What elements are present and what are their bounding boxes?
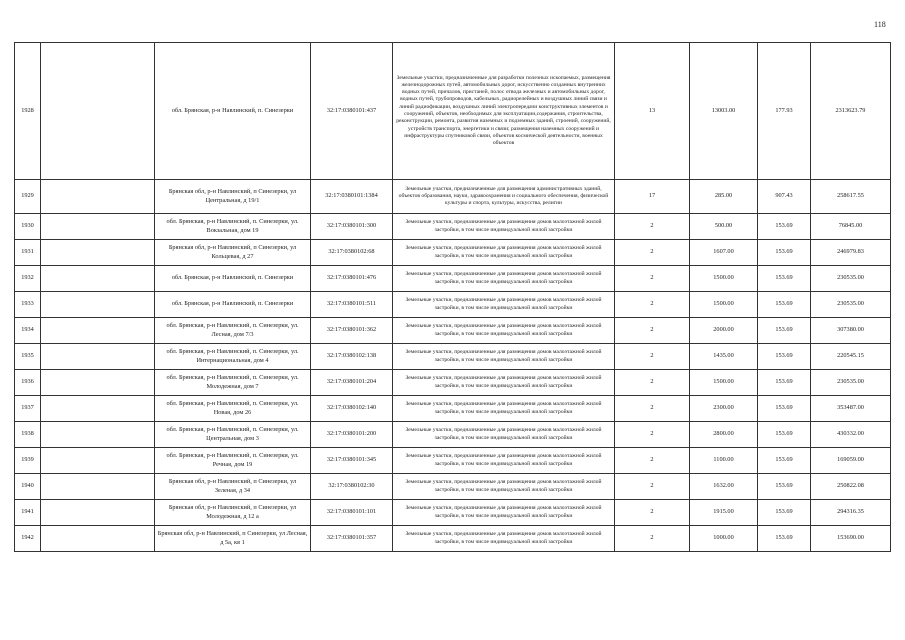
rate-cell: 177.93 xyxy=(758,43,811,180)
row-number-cell: 1928 xyxy=(15,43,41,180)
cadastral-number-cell: 32:17:0380101:476 xyxy=(311,266,393,292)
table-row xyxy=(15,180,891,214)
cadastral-value-cell: 258617.55 xyxy=(811,180,891,214)
row-number-cell: 1938 xyxy=(15,422,41,448)
spacer-cell xyxy=(41,180,155,214)
rate-cell: 153.69 xyxy=(758,214,811,240)
land-use-cell: Земельные участки, предназначенные для размещения домов малоэтажной жилой застройки, в том числе индивидуальной жилой застройки xyxy=(393,370,615,396)
land-use-cell: Земельные участки, предназначенные для размещения домов малоэтажной жилой застройки, в том числе индивидуальной жилой застройки xyxy=(393,344,615,370)
row-number-cell: 1929 xyxy=(15,180,41,214)
row-number-cell: 1930 xyxy=(15,214,41,240)
use-code-cell: 2 xyxy=(615,500,690,526)
area-cell: 13003.00 xyxy=(690,43,758,180)
use-code-cell: 2 xyxy=(615,240,690,266)
use-code-cell: 2 xyxy=(615,344,690,370)
cadastral-value-cell: 246979.83 xyxy=(811,240,891,266)
area-cell: 1100.00 xyxy=(690,448,758,474)
table-row xyxy=(15,422,891,448)
area-cell: 285.00 xyxy=(690,180,758,214)
cadastral-number-cell: 32:17:0380101:511 xyxy=(311,292,393,318)
spacer-cell xyxy=(41,240,155,266)
spacer-cell xyxy=(41,292,155,318)
land-use-cell: Земельные участки, предназначенные для размещения домов малоэтажной жилой застройки, в том числе индивидуальной жилой застройки xyxy=(393,292,615,318)
spacer-cell xyxy=(41,500,155,526)
use-code-cell: 2 xyxy=(615,318,690,344)
cadastral-number-cell: 32:17:0380102:138 xyxy=(311,344,393,370)
rate-cell: 153.69 xyxy=(758,318,811,344)
spacer-cell xyxy=(41,448,155,474)
table-row xyxy=(15,448,891,474)
address-cell: Брянская обл, р-н Навлинский, п Синезерки, ул Центральная, д 19/1 xyxy=(155,180,311,214)
land-use-cell: Земельные участки, предназначенные для размещения домов малоэтажной жилой застройки, в том числе индивидуальной жилой застройки xyxy=(393,396,615,422)
area-cell: 1632.00 xyxy=(690,474,758,500)
land-use-cell: Земельные участки, предназначенные для размещения административных зданий, объектов образования, науки, здравоохранения и социального обеспечения, физической культуры и спорта, культуры, искусства, религии xyxy=(393,180,615,214)
table-row xyxy=(15,500,891,526)
use-code-cell: 13 xyxy=(615,43,690,180)
rate-cell: 153.69 xyxy=(758,422,811,448)
rate-cell: 153.69 xyxy=(758,474,811,500)
area-cell: 1915.00 xyxy=(690,500,758,526)
use-code-cell: 2 xyxy=(615,422,690,448)
cadastral-value-cell: 353487.00 xyxy=(811,396,891,422)
spacer-cell xyxy=(41,370,155,396)
use-code-cell: 2 xyxy=(615,370,690,396)
use-code-cell: 2 xyxy=(615,396,690,422)
spacer-cell xyxy=(41,266,155,292)
address-cell: обл. Брянская, р-н Навлинский, п. Синезерки, ул. Центральная, дом 3 xyxy=(155,422,311,448)
address-cell: Брянская обл, р-н Навлинский, п Синезерки, ул Кольцевая, д 27 xyxy=(155,240,311,266)
cadastral-value-cell: 169059.00 xyxy=(811,448,891,474)
address-cell: обл. Брянская, р-н Навлинский, п. Синезерки, ул. Молодежная, дом 7 xyxy=(155,370,311,396)
cadastral-number-cell: 32:17:0380101:200 xyxy=(311,422,393,448)
rate-cell: 153.69 xyxy=(758,240,811,266)
use-code-cell: 2 xyxy=(615,266,690,292)
address-cell: обл. Брянская, р-н Навлинский, п. Синезерки, ул. Лесная, дом 7/3 xyxy=(155,318,311,344)
cadastral-number-cell: 32:17:0380101:204 xyxy=(311,370,393,396)
use-code-cell: 2 xyxy=(615,214,690,240)
cadastral-value-cell: 230535.00 xyxy=(811,292,891,318)
address-cell: обл. Брянская, р-н Навлинский, п. Синезерки xyxy=(155,266,311,292)
table-row xyxy=(15,43,891,180)
address-cell: обл. Брянская, р-н Навлинский, п. Синезерки, ул. Интернациональная, дом 4 xyxy=(155,344,311,370)
cadastral-value-cell: 2313623.79 xyxy=(811,43,891,180)
cadastral-value-cell: 294316.35 xyxy=(811,500,891,526)
area-cell: 1500.00 xyxy=(690,370,758,396)
cadastral-value-cell: 230535.00 xyxy=(811,266,891,292)
use-code-cell: 2 xyxy=(615,448,690,474)
land-use-cell: Земельные участки, предназначенные для размещения домов малоэтажной жилой застройки, в том числе индивидуальной жилой застройки xyxy=(393,448,615,474)
land-use-cell: Земельные участки, предназначенные для размещения домов малоэтажной жилой застройки, в том числе индивидуальной жилой застройки xyxy=(393,266,615,292)
address-cell: обл. Брянская, р-н Навлинский, п. Синезерки, ул. Вокзальная, дом 19 xyxy=(155,214,311,240)
row-number-cell: 1936 xyxy=(15,370,41,396)
rate-cell: 907.43 xyxy=(758,180,811,214)
cadastral-number-cell: 32:17:0380101:345 xyxy=(311,448,393,474)
land-use-cell: Земельные участки, предназначенные для размещения домов малоэтажной жилой застройки, в том числе индивидуальной жилой застройки xyxy=(393,214,615,240)
spacer-cell xyxy=(41,318,155,344)
area-cell: 2000.00 xyxy=(690,318,758,344)
cadastral-value-cell: 153690.00 xyxy=(811,526,891,552)
table-row xyxy=(15,318,891,344)
area-cell: 1500.00 xyxy=(690,266,758,292)
table-row xyxy=(15,370,891,396)
land-use-cell: Земельные участки, предназначенные для размещения домов малоэтажной жилой застройки, в том числе индивидуальной жилой застройки xyxy=(393,240,615,266)
row-number-cell: 1934 xyxy=(15,318,41,344)
table-row xyxy=(15,214,891,240)
land-use-cell: Земельные участки, предназначенные для размещения домов малоэтажной жилой застройки, в том числе индивидуальной жилой застройки xyxy=(393,474,615,500)
use-code-cell: 2 xyxy=(615,474,690,500)
rate-cell: 153.69 xyxy=(758,396,811,422)
cadastral-number-cell: 32:17:0380101:300 xyxy=(311,214,393,240)
table-row xyxy=(15,240,891,266)
area-cell: 1000.00 xyxy=(690,526,758,552)
rate-cell: 153.69 xyxy=(758,370,811,396)
area-cell: 1435.00 xyxy=(690,344,758,370)
cadastral-value-cell: 430332.00 xyxy=(811,422,891,448)
cadastral-value-cell: 250822.08 xyxy=(811,474,891,500)
land-use-cell: Земельные участки, предназначенные для размещения домов малоэтажной жилой застройки, в том числе индивидуальной жилой застройки xyxy=(393,422,615,448)
cadastral-number-cell: 32:17:0380102:68 xyxy=(311,240,393,266)
use-code-cell: 17 xyxy=(615,180,690,214)
address-cell: обл. Брянская, р-н Навлинский, п. Синезерки xyxy=(155,292,311,318)
land-use-cell: Земельные участки, предназначенные для разработки полезных ископаемых, размещения железнодорожных путей, автомобильных дорог, искусственно созданных внутренних водных путей, причалов, пристаней, полос отвода железных и автомобильных дорог, водных путей, трубопроводов, кабельных, радиорелейных и воздушных линий связи и линий радиофикации, воздушных линий электропередачи конструктивных элементов и сооружений, объектов, необходимых для эксплуатации,содержания, строительства, реконструкции, ремонта, развития наземных и подземных зданий, строений, сооружений, устройств транспорта, энергетики и связи; размещения наземных сооружений и инфраструктуры спутниковой связи, объектов космической деятельности, военных объектов xyxy=(393,43,615,180)
address-cell: обл. Брянская, р-н Навлинский, п. Синезерки xyxy=(155,43,311,180)
rate-cell: 153.69 xyxy=(758,526,811,552)
cadastral-number-cell: 32:17:0380102:140 xyxy=(311,396,393,422)
cadastral-value-cell: 220545.15 xyxy=(811,344,891,370)
address-cell: Брянская обл, р-н Навлинский, п Синезерки, ул Молодежная, д 12 а xyxy=(155,500,311,526)
spacer-cell xyxy=(41,396,155,422)
area-cell: 2800.00 xyxy=(690,422,758,448)
table-row xyxy=(15,292,891,318)
row-number-cell: 1942 xyxy=(15,526,41,552)
row-number-cell: 1941 xyxy=(15,500,41,526)
row-number-cell: 1933 xyxy=(15,292,41,318)
cadastral-number-cell: 32:17:0380101:437 xyxy=(311,43,393,180)
area-cell: 1607.00 xyxy=(690,240,758,266)
cadastral-value-cell: 307380.00 xyxy=(811,318,891,344)
row-number-cell: 1940 xyxy=(15,474,41,500)
rate-cell: 153.69 xyxy=(758,292,811,318)
cadastral-number-cell: 32:17:0380101:101 xyxy=(311,500,393,526)
land-use-cell: Земельные участки, предназначенные для размещения домов малоэтажной жилой застройки, в том числе индивидуальной жилой застройки xyxy=(393,526,615,552)
table-row xyxy=(15,474,891,500)
address-cell: обл. Брянская, р-н Навлинский, п. Синезерки, ул. Новая, дом 26 xyxy=(155,396,311,422)
spacer-cell xyxy=(41,43,155,180)
rate-cell: 153.69 xyxy=(758,266,811,292)
cadastral-number-cell: 32:17:0380101:362 xyxy=(311,318,393,344)
cadastral-number-cell: 32:17:0380101:1384 xyxy=(311,180,393,214)
spacer-cell xyxy=(41,422,155,448)
use-code-cell: 2 xyxy=(615,292,690,318)
address-cell: обл. Брянская, р-н Навлинский, п. Синезерки, ул. Речная, дом 19 xyxy=(155,448,311,474)
cadastral-value-table xyxy=(14,42,891,552)
rate-cell: 153.69 xyxy=(758,344,811,370)
spacer-cell xyxy=(41,344,155,370)
cadastral-number-cell: 32:17:0380101:357 xyxy=(311,526,393,552)
table-row xyxy=(15,526,891,552)
rate-cell: 153.69 xyxy=(758,500,811,526)
row-number-cell: 1931 xyxy=(15,240,41,266)
row-number-cell: 1939 xyxy=(15,448,41,474)
land-use-cell: Земельные участки, предназначенные для размещения домов малоэтажной жилой застройки, в том числе индивидуальной жилой застройки xyxy=(393,318,615,344)
area-cell: 1500.00 xyxy=(690,292,758,318)
row-number-cell: 1935 xyxy=(15,344,41,370)
table-row xyxy=(15,396,891,422)
land-use-cell: Земельные участки, предназначенные для размещения домов малоэтажной жилой застройки, в том числе индивидуальной жилой застройки xyxy=(393,500,615,526)
spacer-cell xyxy=(41,526,155,552)
rate-cell: 153.69 xyxy=(758,448,811,474)
table-row xyxy=(15,344,891,370)
page-number: 118 xyxy=(874,20,886,29)
address-cell: Брянская обл, р-н Навлинский, п Синезерки, ул Лесная, д 5а, кв 1 xyxy=(155,526,311,552)
row-number-cell: 1937 xyxy=(15,396,41,422)
use-code-cell: 2 xyxy=(615,526,690,552)
cadastral-value-cell: 76845.00 xyxy=(811,214,891,240)
spacer-cell xyxy=(41,214,155,240)
table-row xyxy=(15,266,891,292)
area-cell: 2300.00 xyxy=(690,396,758,422)
area-cell: 500.00 xyxy=(690,214,758,240)
address-cell: Брянская обл, р-н Навлинский, п Синезерки, ул Зеленая, д 34 xyxy=(155,474,311,500)
spacer-cell xyxy=(41,474,155,500)
cadastral-value-cell: 230535.00 xyxy=(811,370,891,396)
row-number-cell: 1932 xyxy=(15,266,41,292)
cadastral-number-cell: 32:17:0380102:30 xyxy=(311,474,393,500)
